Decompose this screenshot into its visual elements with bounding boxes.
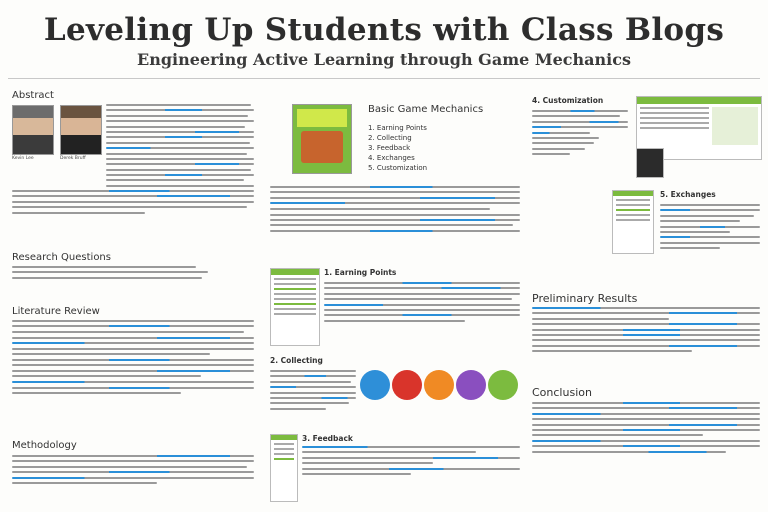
- preliminary-results-heading: Preliminary Results: [532, 292, 638, 305]
- mechanic-item-1: 1. Earning Points: [368, 124, 427, 132]
- exchanges-text: [660, 204, 760, 253]
- collecting-text: [270, 370, 356, 413]
- literature-review-heading: Literature Review: [12, 306, 100, 317]
- abstract-text-bottom: [12, 190, 254, 217]
- avatar-image: [636, 148, 664, 178]
- points-screenshot: [270, 268, 320, 346]
- title-divider: [8, 78, 760, 79]
- mechanics-heading: Basic Game Mechanics: [368, 104, 484, 115]
- poster-title: Leveling Up Students with Class Blogs: [43, 12, 725, 48]
- customization-heading: 4. Customization: [532, 96, 604, 105]
- earning-points-text: [324, 282, 520, 325]
- collecting-heading: 2. Collecting: [270, 356, 323, 365]
- methodology-heading: Methodology: [12, 440, 77, 451]
- preliminary-results-text: [532, 307, 760, 356]
- research-questions-list: [12, 266, 212, 282]
- author-caption-1: [12, 156, 56, 162]
- customization-text: [532, 110, 628, 159]
- author-name-1: Kevin Lee: [12, 156, 34, 161]
- mechanics-text: [270, 186, 520, 235]
- feedback-text: [302, 446, 520, 478]
- abstract-text-right: [106, 104, 254, 190]
- mechanic-item-5: 5. Customization: [368, 164, 428, 172]
- exchanges-screenshot: [612, 190, 654, 254]
- feedback-screenshot: [270, 434, 298, 502]
- mechanic-item-4: 4. Exchanges: [368, 154, 415, 162]
- earning-points-heading: 1. Earning Points: [324, 268, 397, 277]
- poster-subtitle: Engineering Active Learning through Game Mechanics: [137, 50, 631, 69]
- author-photo-1: [12, 105, 54, 155]
- mechanic-item-3: 3. Feedback: [368, 144, 411, 152]
- exchanges-heading: 5. Exchanges: [660, 190, 716, 199]
- author-caption-2: [60, 156, 104, 162]
- conclusion-text: [532, 402, 760, 456]
- author-photo-2: [60, 105, 102, 155]
- conclusion-heading: Conclusion: [532, 386, 592, 399]
- author-name-2: Derek Bruff: [60, 156, 86, 161]
- literature-review-text: [12, 320, 254, 397]
- mechanic-item-2: 2. Collecting: [368, 134, 412, 142]
- methodology-text: [12, 455, 254, 487]
- feedback-heading: 3. Feedback: [302, 434, 353, 443]
- abstract-heading: Abstract: [12, 90, 54, 101]
- research-questions-heading: Research Questions: [12, 252, 111, 263]
- book-cover-image: [292, 104, 352, 174]
